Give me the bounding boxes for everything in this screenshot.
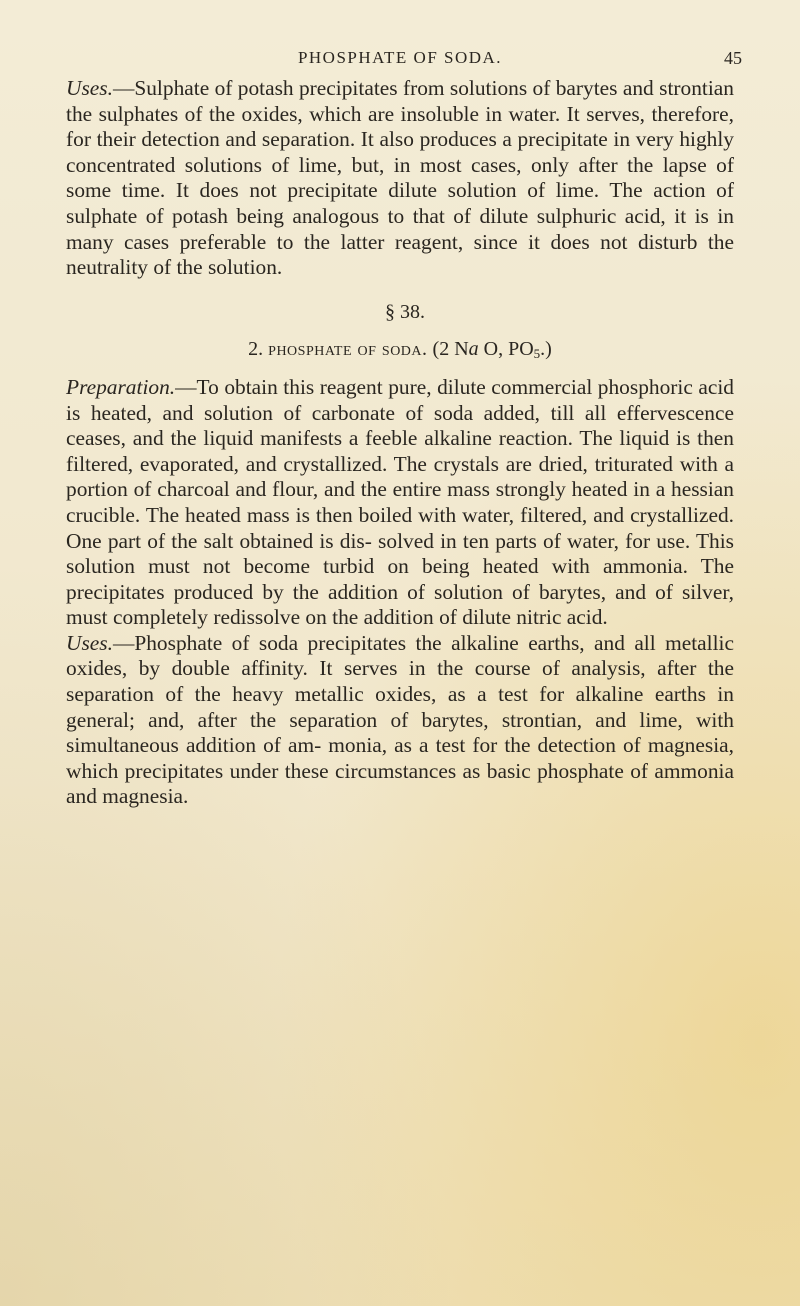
formula-mid: O, PO (478, 338, 534, 361)
paragraph-uses-sulphate-of-potash (66, 76, 734, 281)
page-number: 45 (724, 48, 742, 68)
paragraph-text: —Sulphate of potash precipitates from solutions of barytes and strontian the sulphates of the oxides, which are insoluble in water. It serves, therefore, for their detection and separation. It also produces a precipitate in very highly concentrated solutions of lime, but, in most cases, only after the lapse of some time. It does not precipitate dilute solution of lime. The action of sulphate of potash being analogous to that of dilute sulphuric acid, it is in many cases preferable to the latter reagent, since it does not disturb the neutrality of the solution. (66, 76, 734, 280)
paragraph-lead: Preparation. (66, 374, 176, 399)
heading-number: 2. (248, 338, 264, 361)
paragraph-lead: Uses. (66, 76, 113, 100)
running-head (0, 48, 800, 74)
paragraph-text: —Phosphate of soda precipitates the alkaline earths, and all metallic oxides, by double affinity. It serves in the course of analysis, after the separation of the heavy metallic oxides, as a test for alkaline earths in general; and, after the separation of barytes, strontian, and lime, with simultaneous addition of am- monia, as a test for the detection of magnesia, which precipitates under these circumstances as basic phosphate of ammonia and magnesia. (66, 630, 734, 809)
section-number: § 38. (385, 300, 425, 323)
running-title: PHOSPHATE OF SODA. (297, 48, 503, 67)
formula-subscript: 5 (533, 346, 541, 362)
formula-close: .) (540, 338, 552, 361)
heading-title: phosphate of soda. (268, 338, 428, 361)
paragraph-uses-phosphate-of-soda (66, 631, 734, 810)
formula-italic: a (468, 338, 479, 361)
body-text (66, 76, 734, 810)
paragraph-preparation (66, 375, 734, 631)
formula-open: (2 N (432, 338, 469, 361)
paragraph-lead: Uses. (66, 630, 113, 655)
paragraph-text: —To obtain this reagent pure, dilute commercial phosphoric acid is heated, and solution of carbonate of soda added, till all effervescence ceases, and the liquid manifests a feeble alkaline reaction. The liquid is then filtered, evaporated, and crystallized. The crystals are dried, triturated with a portion of charcoal and flour, and the entire mass strongly heated in a hessian crucible. The heated mass is then boiled with water, filtered, and crystallized. One part of the salt obtained is dis- solved in ten parts of water, for use. This solution must not become turbid on being heated with ammonia. The precipitates produced by the addition of solution of barytes, and of silver, must completely redissolve on the addition of dilute nitric acid. (66, 374, 734, 630)
section-heading (66, 337, 734, 363)
